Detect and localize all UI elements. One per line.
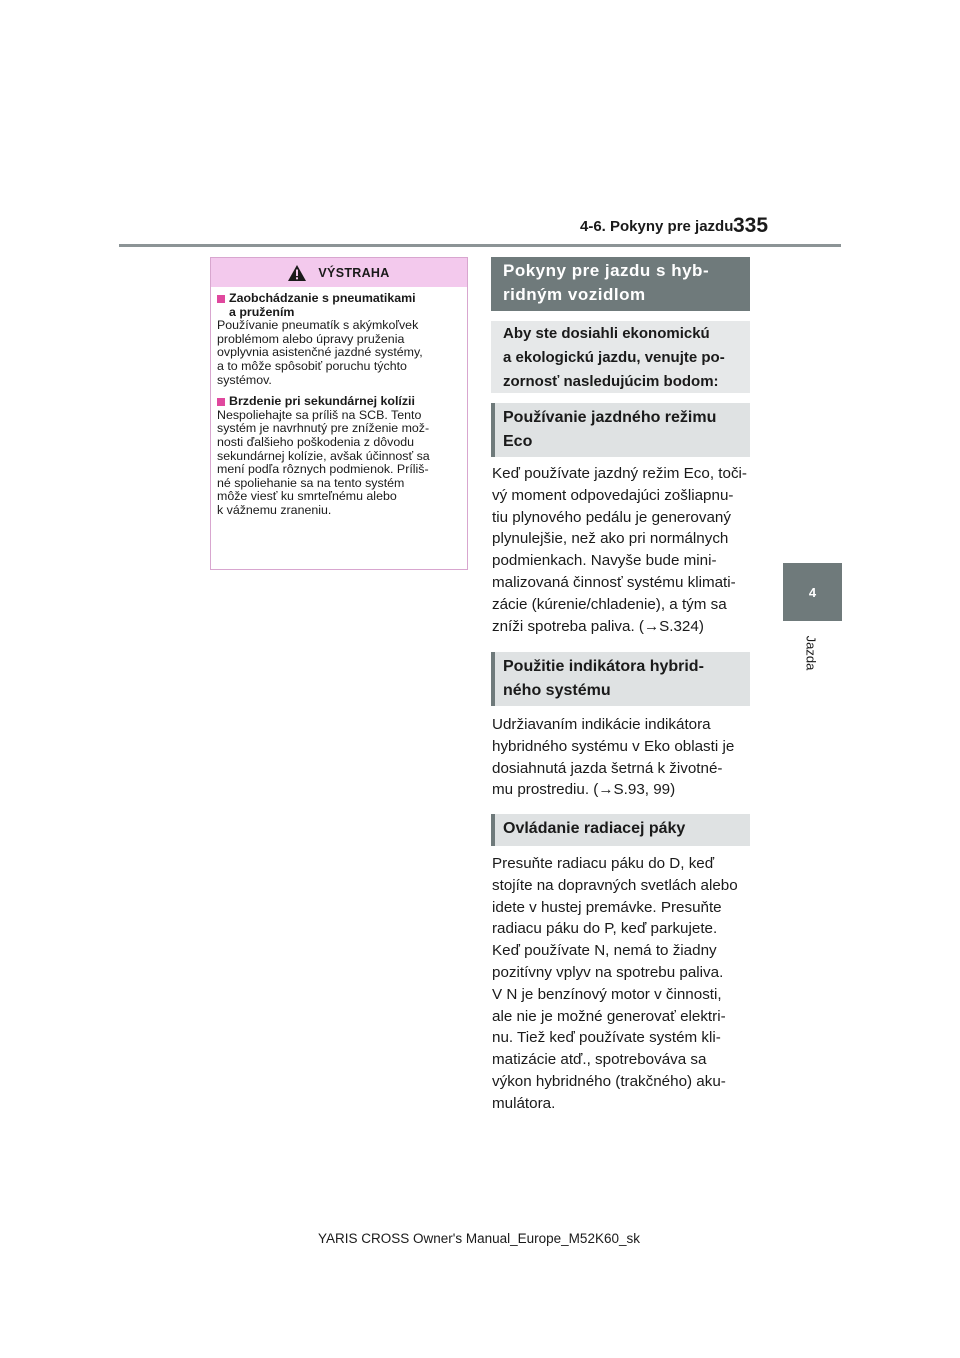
paragraph-hybrid-indicator: [492, 714, 752, 801]
text-line: tiu plynového pedálu je generovaný: [492, 508, 731, 526]
subheading-hybrid-indicator: [491, 652, 750, 706]
section-banner: [491, 257, 750, 311]
warning-item-heading: [217, 292, 465, 319]
heading-line: a pružením: [229, 304, 295, 319]
text-line: Udržiavaním indikácie indikátora: [492, 716, 711, 733]
text-line: mení podľa rôznych podmienok. Príliš-: [217, 462, 429, 477]
text-line: nosti ďalšieho poškodenia z dôvodu: [217, 434, 415, 449]
header-divider: [119, 244, 841, 247]
heading-line: Zaobchádzanie s pneumatikami: [229, 291, 416, 305]
text-line: plynulejšie, než ako pri normálnych: [492, 530, 729, 548]
text-line: Používanie pneumatík s akýmkoľvek: [217, 318, 419, 333]
paragraph-eco-mode: [492, 463, 752, 637]
text-line: Nespoliehajte sa príliš na SCB. Tento: [217, 407, 422, 422]
text-line: a to môže spôsobiť poruchu týchto: [217, 358, 407, 373]
warning-header: [211, 258, 467, 287]
chapter-label-text: Jazda: [803, 635, 819, 671]
text-line: problémom alebo úpravy pruženia: [217, 331, 405, 346]
chapter-label: [781, 628, 841, 678]
subheading-shift-lever: [491, 814, 750, 846]
text-line: malizovaná činnosť systému klimati-: [492, 573, 736, 591]
warning-title: VÝSTRAHA: [318, 265, 390, 280]
text-line: V N je benzínový motor v činnosti,: [492, 985, 722, 1003]
intro-box: [491, 321, 750, 393]
banner-line: ridným vozidlom: [503, 285, 646, 304]
text-line: systém je navrhnutý pre zníženie mož-: [217, 421, 430, 436]
text-line: sekundárnej kolízie, avšak účinnosť sa: [217, 448, 430, 463]
text-line: výkon hybridného (trakčného) aku-: [492, 1072, 726, 1090]
footer-text: YARIS CROSS Owner's Manual_Europe_M52K60_sk: [318, 1231, 640, 1246]
text-line: zníži spotreba paliva. (→S.324): [492, 617, 704, 635]
text-line: vý moment odpovedajúci zošliapnu-: [492, 486, 734, 504]
heading-line: Eco: [503, 433, 533, 450]
text-line: Keď používate N, nemá to žiadny: [492, 942, 717, 960]
text-line: hybridného systému v Eko oblasti je: [492, 737, 735, 755]
intro-line: Aby ste dosiahli ekonomickú: [503, 325, 710, 342]
text-line: zácie (kúrenie/chladenie), a tým sa: [492, 595, 727, 613]
text-line: môže viesť ku smrteľnému alebo: [217, 489, 397, 504]
square-bullet-icon: [217, 398, 225, 406]
banner-line: Pokyny pre jazdu s hyb-: [503, 261, 710, 280]
section-title: 4-6. Pokyny pre jazdu: [580, 218, 734, 235]
text-line: ovplyvnia asistenčné jazdné systémy,: [217, 345, 423, 360]
text-line: pozitívny vplyv na spotrebu paliva.: [492, 963, 724, 981]
intro-line: a ekologickú jazdu, venujte po-: [503, 349, 725, 366]
warning-triangle-icon: [288, 265, 306, 281]
text-line: Presuňte radiacu páku do D, keď: [492, 855, 715, 872]
text-line: ale nie je možné generovať elektri-: [492, 1007, 726, 1025]
text-line: né spoliehanie sa na tento systém: [217, 475, 405, 490]
text-line: Keď používate jazdný režim Eco, toči-: [492, 465, 747, 482]
text-line: radiacu páku do P, keď parkujete.: [492, 920, 718, 938]
subheading-eco-mode: [491, 403, 750, 457]
warning-item-heading: [217, 395, 465, 409]
heading-line: Používanie jazdného režimu: [503, 409, 717, 426]
heading-line: Brzdenie pri sekundárnej kolízii: [229, 394, 415, 409]
warning-box: [210, 257, 468, 570]
heading-line: Ovládanie radiacej páky: [503, 820, 686, 837]
text-line: k vážnemu zraneniu.: [217, 502, 332, 517]
text-line: systémov.: [217, 372, 272, 387]
square-bullet-icon: [217, 295, 225, 303]
text-line: mulátora.: [492, 1094, 556, 1112]
paragraph-shift-lever: [492, 853, 752, 1115]
chapter-number: 4: [808, 584, 817, 600]
warning-item-text: [217, 409, 465, 518]
text-line: mu prostrediu. (→S.93, 99): [492, 781, 676, 799]
warning-body: [217, 292, 465, 526]
warning-item: [217, 292, 465, 387]
text-line: matizácie atď., spotrebováva sa: [492, 1051, 707, 1069]
text-line: podmienkach. Navyše bude mini-: [492, 552, 717, 570]
heading-line: ného systému: [503, 682, 611, 699]
heading-line: Použitie indikátora hybrid-: [503, 658, 704, 675]
text-line: dosiahnutá jazda šetrná k životné-: [492, 759, 723, 777]
chapter-tab: [783, 563, 842, 621]
page-number: 335: [733, 214, 769, 237]
intro-line: zornosť nasledujúcim bodom:: [503, 373, 719, 390]
text-line: idete v hustej premávke. Presuňte: [492, 898, 722, 916]
warning-item: [217, 395, 465, 517]
text-line: nu. Tiež keď používate systém kli-: [492, 1029, 721, 1047]
text-line: stojíte na dopravných svetlách alebo: [492, 876, 738, 894]
warning-item-text: [217, 319, 465, 387]
